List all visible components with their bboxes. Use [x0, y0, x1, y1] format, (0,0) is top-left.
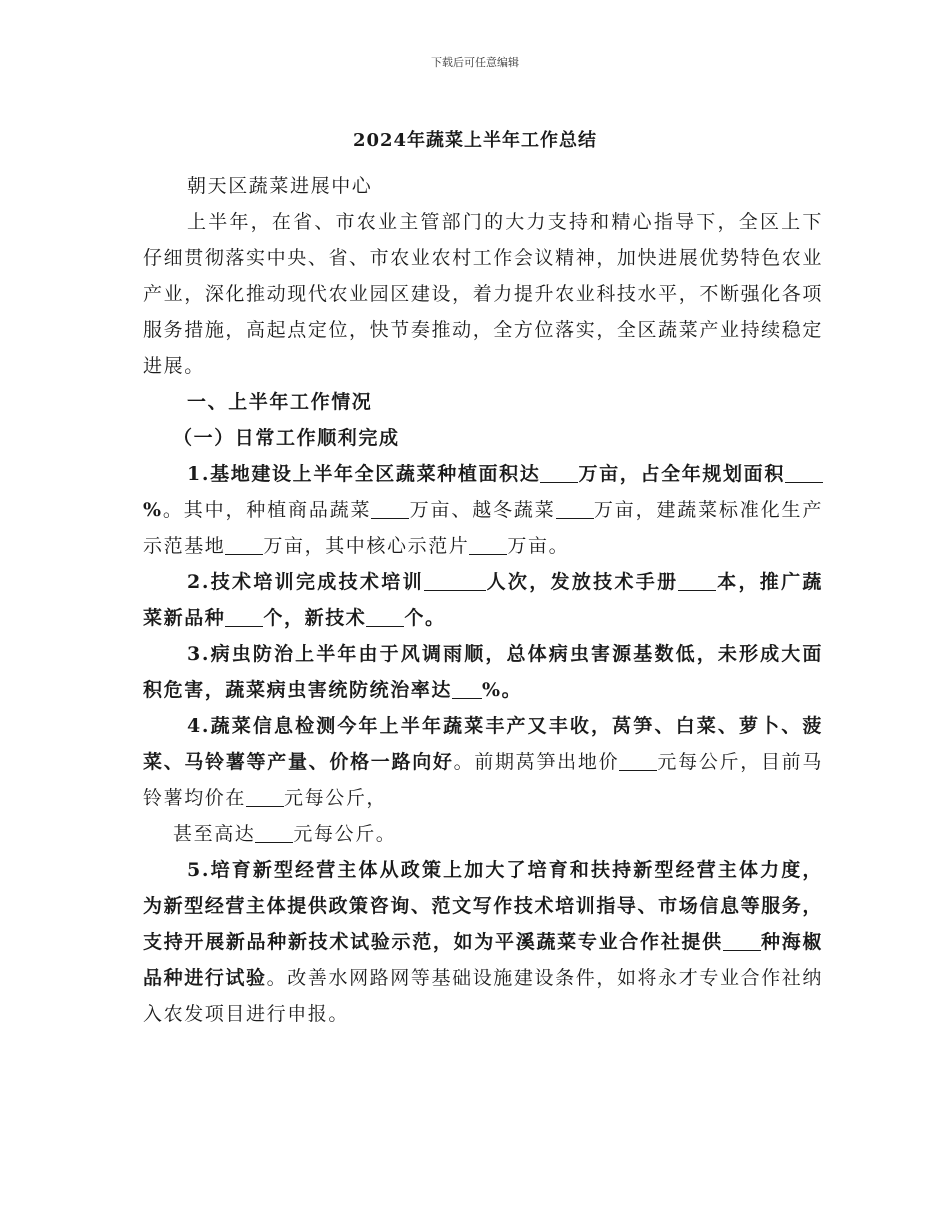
blank-field [225, 608, 263, 627]
section-heading-1: 一、上半年工作情况 [187, 391, 373, 413]
header-note: 下载后可任意编辑 [431, 56, 519, 69]
subsection-heading-1: （一）日常工作顺利完成 [173, 427, 400, 449]
document-title: 2024年蔬菜上半年工作总结 [352, 130, 598, 151]
blank-field [785, 464, 823, 483]
blank-field [619, 752, 657, 771]
blank-field [246, 788, 284, 807]
document-body [143, 168, 823, 1032]
blank-field [723, 932, 761, 951]
blank-field [424, 572, 486, 591]
blank-field [469, 536, 507, 555]
blank-field [255, 824, 293, 843]
item-4-continued: 甚至高达 元每公斤。 [173, 823, 397, 845]
blank-field [366, 608, 404, 627]
blank-field [452, 680, 482, 699]
item-3: 3.病虫防治上半年由于风调雨顺，总体病虫害源基数低，未形成大面积危害，蔬菜病虫害统防统治率达 %。 [143, 643, 823, 701]
item-1: 1.基地建设上半年全区蔬菜种植面积达 万亩，占全年规划面积%。其中，种植商品蔬菜 万亩、越冬蔬菜 万亩，建蔬菜标准化生产示范基地 万亩，其中核心示范片 万亩。 [143, 463, 823, 557]
item-4: 4.蔬菜信息检测今年上半年蔬菜丰产又丰收，莴笋、白菜、萝卜、菠菜、马铃薯等产量、价格一路向好。前期莴笋出地价 元每公斤，目前马铃薯均价在 元每公斤， [143, 715, 823, 809]
org-line: 朝天区蔬菜进展中心 [187, 175, 373, 197]
item-2: 2.技术培训完成技术培训 人次，发放技术手册 本，推广蔬菜新品种 个，新技术 个。 [143, 571, 823, 629]
blank-field [556, 500, 594, 519]
blank-field [678, 572, 716, 591]
blank-field [540, 464, 578, 483]
blank-field [371, 500, 409, 519]
intro-paragraph: 上半年，在省、市农业主管部门的大力支持和精心指导下，全区上下仔细贯彻落实中央、省、市农业农村工作会议精神，加快进展优势特色农业产业，深化推动现代农业园区建设，着力提升农业科技水平，不断强化各项服务措施，高起点定位，快节奏推动，全方位落实，全区蔬菜产业持续稳定进展。 [143, 211, 823, 377]
blank-field [225, 536, 263, 555]
item-5: 5.培育新型经营主体从政策上加大了培育和扶持新型经营主体力度，为新型经营主体提供政策咨询、范文写作技术培训指导、市场信息等服务，支持开展新品种新技术试验示范，如为平溪蔬菜专业合作社提供 种海椒品种进行试验。改善水网路网等基础设施建设条件，如将永才专业合作社纳入农发项目进行申报。 [143, 859, 823, 1025]
